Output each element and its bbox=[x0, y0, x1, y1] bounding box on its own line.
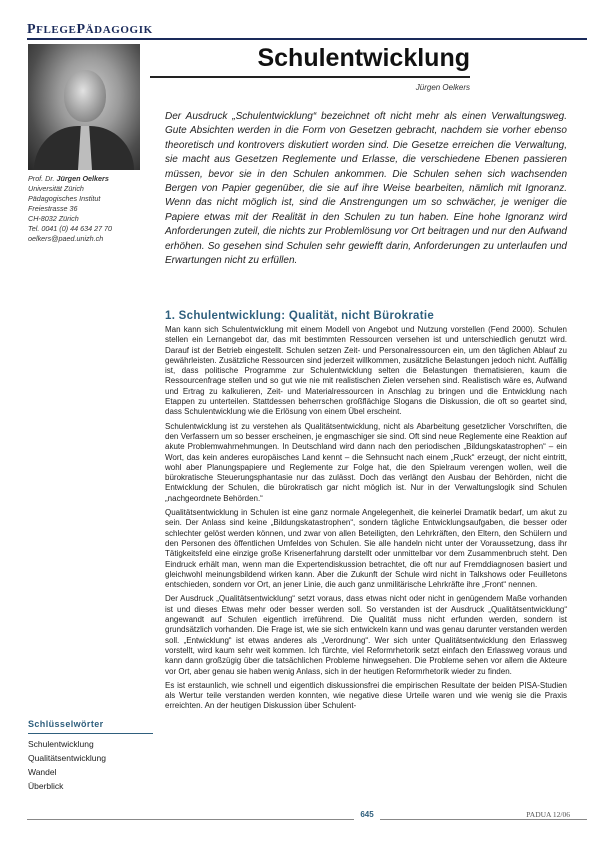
keywords-list bbox=[28, 737, 106, 793]
author-street: Freiestrasse 36 bbox=[28, 204, 78, 213]
journal-logo: PFLEGEPÄDAGOGIK bbox=[27, 22, 153, 37]
keyword-item: Schulentwicklung bbox=[28, 739, 94, 749]
author-photo bbox=[28, 44, 140, 170]
paragraph: Man kann sich Schulentwicklung mit einem Modell von Angebot und Nutzung vorstellen (Fend 2000). Schulen stellen ein Lernangebot dar, das mit bestimmten Ressourcen versehen ist und unterschiedlich genutzt wird. Darauf ist der Betrieb eingestellt. Schulen setzen Zeit- und Personalressourcen ein, um den täglichen Ablauf zu gewährleisten. Zusätzliche Ressourcen sind jederzeit willkommen, zusätzliche Belastungen jedoch nicht. Auffällig ist, dass politische Programme zur Schulentwicklung selten die Belastungen thematisieren, kaum die Ressourcenfrage stellen und so gut wie nie mit realistischen Zielen versehen sind. Realistisch wäre es, Aufwand und Ertrag zu kalkulieren, Zeit- und Materialressourcen in Anschlag zu bringen und die Entwicklung nach Etappen zu unterteilen. Stattdessen beherrschen großflächige Slogans die Diskussion, die oft so geartet sind, dass Schulentwicklung wie die Erlösung von einem Übel erscheint. bbox=[165, 325, 567, 417]
keywords-rule bbox=[28, 733, 153, 734]
journal-issue: PADUA 12/06 bbox=[526, 810, 570, 819]
author-info bbox=[28, 174, 153, 244]
title-rule bbox=[150, 76, 470, 78]
header-rule bbox=[27, 38, 587, 40]
paragraph: Qualitätsentwicklung in Schulen ist eine ganz normale Angelegenheit, die keinerlei Dramatik bedarf, um akut zu sein. Der Anlass sind keine „Bildungskatastrophen“, sondern tägliche Entwicklungsaufgaben, die besser oder schlechter gelöst werden können, und zwar von allen Beteiligten, den Lehrkräften, den Eltern, den Schülern und den Personen des öffentlichen Umfeldes von Schulen. Sie alle handeln nicht unter der Voraussetzung, dass ihr Tätigkeitsfeld eine einzige große Krisenerfahrung darstellt oder unmittelbar vor dem Zusammenbruch steht. Den Eindruck erhält man, wenn man die Expertendiskussion betrachtet, die oft nur auf Fremddiagnosen basiert und gleichwohl meinungsbildend wirken kann. Aber die Zukunft der Schule wird nicht in Talkshows oder Feuilletons entschieden, sondern vor Ort, an jener Linie, die auch ganz unmilitärische Lehrkräfte ihre „Front“ nennen. bbox=[165, 508, 567, 590]
body-text bbox=[165, 325, 567, 817]
article-author: Jürgen Oelkers bbox=[415, 83, 470, 92]
article-title: Schulentwicklung bbox=[257, 44, 470, 72]
paragraph: Schulentwicklung ist zu verstehen als Qualitätsentwicklung, nicht als Abarbeitung gesetzlicher Vorschriften, die den Verfassern um so besser erscheinen, je engmaschiger sie sind. Oft sind neue Reglemente eine Reaktion auf akute Problemwahrnehmungen. In Deutschland wird dann nach den periodischen „Bildungskatastrophen“ – ein Wort, das kein anderes europäisches Land kennt – die Sehnsucht nach einem „Ruck“ erzeugt, der nicht eintritt, wohl aber Planungspapiere und Reglemente zur Folge hat, die den Spielraum verengen wollen, weil die bürokratische Steuerungsphantasie nur das zulässt. Doch das verlängt den Ausbau der Behörden, nicht die Entwicklung der Schulen, die bürokratisch gar nicht möglich ist. Nur in der Verwaltungslogik sind Schulen „nachgeordnete Behörden.“ bbox=[165, 421, 567, 503]
author-phone: Tel. 0041 (0) 44 634 27 70 bbox=[28, 224, 113, 233]
keywords-heading: Schlüsselwörter bbox=[28, 719, 104, 729]
author-city: CH-8032 Zürich bbox=[28, 214, 79, 223]
page-number: 645 bbox=[354, 808, 380, 821]
keyword-item: Wandel bbox=[28, 767, 57, 777]
keyword-item: Qualitätsentwicklung bbox=[28, 753, 106, 763]
paragraph: Es ist erstaunlich, wie schnell und eigentlich diskussionsfrei die empirischen Resultate der beiden PISA-Studien als Wertur teile verstanden werden konnten, wie negative diese Urteile waren und wie wenig sie die Praxis erreichten. An der heutigen Diskussion über Schulent- bbox=[165, 680, 567, 711]
author-email[interactable]: oelkers@paed.unizh.ch bbox=[28, 234, 104, 243]
abstract: Der Ausdruck „Schulentwicklung“ bezeichnet oft nicht mehr als einen Verwaltungsweg. Gute Absichten werden in die Form von Gesetzen gebracht, nachdem sie vorher ebenso theoretisch und kontrovers diskutiert worden sind. Die Gesetze erreichen die Verwaltung, sie macht aus Gesetzen Reglemente und Erlasse, die verschiedene Ebenen passieren müssen, bevor sie in den Schulen ankommen. Die Schulen sehen sich wachsenden Bergen von Papier gegenüber, die sie auf ihre Weise bearbeiten, nämlich mit Ignoranz. Wenn das nicht möglich ist, sind die Anstrengungen um so schwächer, je weniger die Papiere etwas mit der Realität in den Schulen zu tun haben. Eine hohe Ignoranz wird Anforderungen zuteil, die nichts zur Problemlösung vor Ort beitragen und nur den Aufwand erhöhen. So gesehen sind Schulen sehr gewiefft darin, Anforderungen zu unterlaufen und Erwartungen nicht zu erfüllen. bbox=[165, 111, 567, 267]
author-institute: Pädagogisches Institut bbox=[28, 194, 101, 203]
keyword-item: Überblick bbox=[28, 781, 64, 791]
paragraph: Der Ausdruck „Qualitätsentwicklung“ setzt voraus, dass etwas nicht oder nicht in genügendem Maße vorhanden ist und dieses Etwas mehr oder besser werden soll. So verstanden ist der Ausdruck „Qualitätsentwicklung“ angewandt auf Schulen eigentlich irreführend. Die Qualität muss nicht erfunden werden, sondern ist grundsätzlich vorhanden. Die Frage ist, wie sie sich entwickeln kann und was genau darunter verstanden werden soll. „Entwicklung“ ist etwas anderes als „Verordnung“. Wer sich unter Qualitätsentwicklung den Erlassweg vorstellt, wird kaum sehr weit kommen. Ich fürchte, viel Reformrhetorik setzt einfach den Erlassweg voraus und kann dann großzügig über die tatsächlichen Probleme hinwegsehen. Die Probleme sehen vor allem die Akteure vor Ort, aber genau sie haben wenig Anlass, sich in der heutigen Reformrhetorik wieder zu finden. bbox=[165, 594, 567, 676]
author-affiliation: Universität Zürich bbox=[28, 184, 84, 193]
section-heading: 1. Schulentwicklung: Qualität, nicht Bürokratie bbox=[165, 310, 435, 322]
author-name-line: Prof. Dr. Jürgen Oelkers bbox=[28, 174, 109, 183]
